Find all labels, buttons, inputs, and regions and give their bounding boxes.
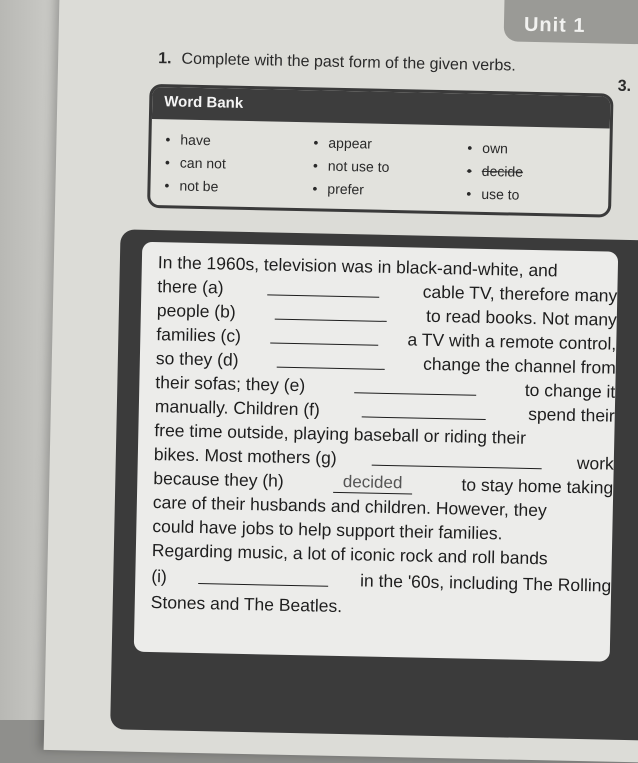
blank-b[interactable] — [275, 303, 387, 322]
blank-h-filled[interactable]: decided — [333, 472, 413, 495]
passage-text: manually. Children (f) — [154, 396, 321, 420]
blank-d[interactable] — [277, 351, 385, 370]
passage-text: in the '60s, including The Rolling — [359, 570, 612, 596]
word-bank-item: • prefer — [312, 180, 364, 197]
question-1-number: 1. — [157, 50, 172, 68]
passage-text: In the 1960s, television was in black-and-white, and — [157, 252, 558, 281]
word-bank-item: • can not — [165, 154, 226, 171]
word-bank — [147, 84, 613, 218]
word-bank-item: • appear — [313, 134, 372, 151]
passage-text: Stones and The Beatles. — [150, 592, 343, 617]
passage-text: care of their husbands and children. However, they — [152, 492, 547, 521]
passage-text: their sofas; they (e) — [155, 372, 306, 396]
passage-text: there (a) — [157, 276, 224, 298]
passage-text: families (c) — [156, 324, 242, 346]
word-bank-item: • not use to — [313, 157, 390, 175]
passage-text: to change it — [524, 379, 616, 402]
word-bank-title: Word Bank — [164, 93, 244, 112]
word-bank-item: • own — [467, 140, 508, 157]
unit-label: Unit 1 — [523, 13, 586, 38]
passage-text: cable TV, therefore many — [422, 281, 618, 306]
word-bank-item-crossed-out: • decide — [467, 163, 523, 180]
word-bank-item: • use to — [466, 186, 519, 203]
passage-text: Regarding music, a lot of iconic rock and roll bands — [151, 540, 548, 569]
blank-c[interactable] — [270, 326, 378, 345]
blank-a[interactable] — [267, 278, 379, 297]
passage-text: a TV with a remote control, — [407, 329, 617, 354]
passage-text: so they (d) — [155, 348, 239, 370]
question-1 — [158, 50, 516, 75]
blank-e[interactable] — [354, 376, 476, 396]
passage-text: to read books. Not many — [425, 305, 618, 330]
passage-text: free time outside, playing baseball or riding their — [154, 420, 527, 448]
passage-text: to stay home taking — [461, 474, 614, 498]
passage-text: work — [576, 452, 614, 474]
word-bank-item: • not be — [164, 177, 218, 194]
word-bank-item: • have — [165, 131, 211, 148]
blank-g[interactable] — [372, 449, 542, 470]
word-bank-header — [152, 87, 611, 129]
passage-text: (i) — [151, 566, 168, 587]
passage-text: people (b) — [156, 300, 236, 322]
passage-text: because they (h) — [153, 468, 284, 491]
question-1-instruction: Complete with the past form of the given verbs. — [181, 50, 517, 75]
blank-f[interactable] — [362, 400, 486, 420]
workbook-page — [44, 0, 638, 763]
question-3-number: 3. — [617, 77, 632, 95]
passage-text: spend their — [527, 403, 615, 426]
passage-text: change the channel from — [422, 353, 616, 378]
passage-text: bikes. Most mothers (g) — [153, 444, 337, 468]
passage-text: could have jobs to help support their families. — [152, 516, 503, 544]
blank-i[interactable] — [198, 567, 328, 587]
